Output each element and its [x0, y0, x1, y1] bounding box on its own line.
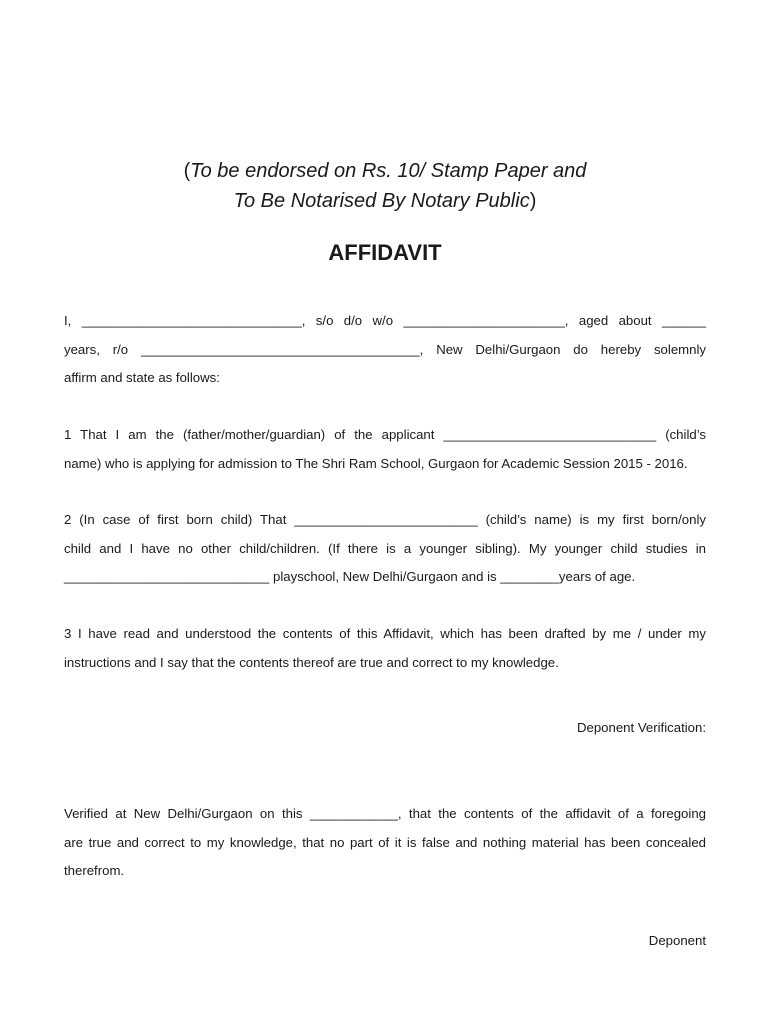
document-title: AFFIDAVIT [328, 240, 442, 265]
clause-1-line-1: 1 That I am the (father/mother/guardian) of the applicant _____________________________ (child’s [64, 427, 706, 442]
clause-1-line-2: name) who is applying for admission to The Shri Ram School, Gurgaon for Academic Session 2015 - 2016. [64, 455, 688, 471]
instruction-text-1: To be endorsed on Rs. 10/ Stamp Paper and [190, 160, 587, 182]
close-paren: ) [529, 190, 537, 212]
clause-3-line-2: instructions and I say that the contents thereof are true and correct to my knowledge. [64, 654, 559, 670]
intro-line-3: affirm and state as follows: [64, 370, 220, 385]
instruction-line-2 [0, 186, 770, 216]
instruction-line-1 [0, 156, 770, 186]
verification-paragraph [64, 800, 706, 886]
clause-2-line-1: 2 (In case of first born child) That _________________________ (child’s name) is my first born/only [64, 512, 706, 527]
intro-line-2: years, r/o ______________________________________, New Delhi/Gurgaon do hereby solemnly [64, 341, 706, 357]
intro-paragraph [64, 307, 706, 393]
clause-2-line-2: child and I have no other child/children. (If there is a younger sibling). My younger child studies in [64, 540, 706, 556]
stamp-paper-instruction [0, 156, 770, 216]
deponent-verification-heading: Deponent Verification: [576, 720, 706, 735]
open-paren: ( [183, 160, 191, 182]
clause-3-paragraph [64, 620, 706, 677]
clause-1-paragraph [64, 421, 706, 478]
clause-2-line-3: ____________________________ playschool, New Delhi/Gurgaon and is ________years of age. [64, 569, 636, 584]
verification-line-2: are true and correct to my knowledge, that no part of it is false and nothing material has been concealed [64, 834, 706, 850]
clause-3-line-1: 3 I have read and understood the contents of this Affidavit, which has been drafted by me / under my [64, 626, 706, 641]
verification-line-3: therefrom. [64, 863, 125, 878]
intro-line-1: I, ______________________________, s/o d/o w/o ______________________, aged about ______ [64, 313, 706, 328]
clause-2-paragraph [64, 506, 706, 592]
instruction-text-2: To Be Notarised By Notary Public [233, 190, 530, 212]
verification-line-1: Verified at New Delhi/Gurgaon on this ____________, that the contents of the affidavit of a foregoing [64, 806, 706, 821]
deponent-signature-label: Deponent [648, 933, 706, 948]
